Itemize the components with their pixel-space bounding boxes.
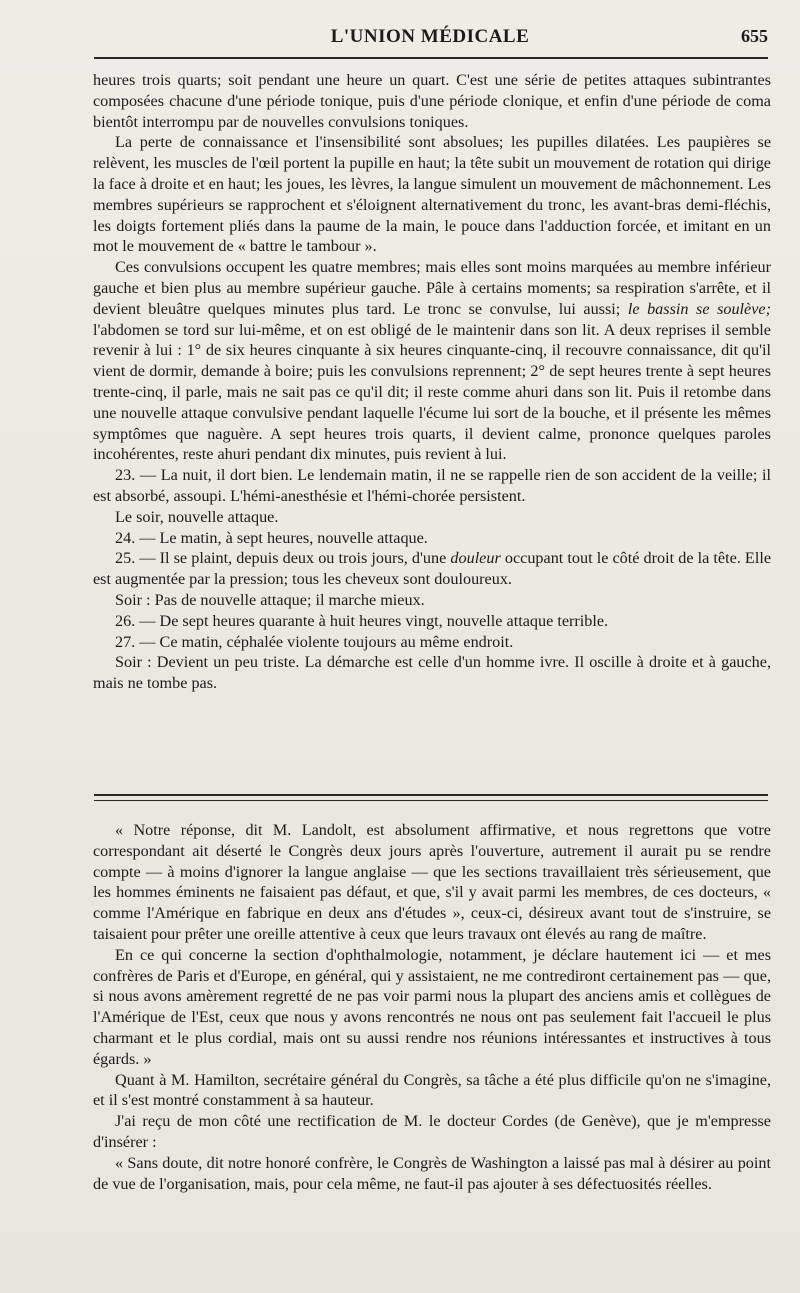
case-paragraph <box>93 257 771 465</box>
case-emphasis: le bassin se soulève; <box>627 299 771 318</box>
case-paragraph: 24. — Le matin, à sept heures, nouvelle attaque. <box>115 528 428 547</box>
running-title: L'UNION MÉDICALE <box>330 26 530 47</box>
running-header <box>92 22 768 52</box>
case-paragraph: La perte de connaissance et l'insensibilité sont absolues; les pupilles dilatées. Les paupières se relèvent, les muscles de l'œil portent la pupille en haut; la tête subit un mouvement de rotation qui dirige la face à droite et en haut; les joues, les lèvres, la langue simulent un mouvement de mâchonnement. Les membres supérieurs se rapprochent et s'éloignent alternativement du tronc, les avant-bras demi-fléchis, les doigts fortement pliés dans la paume de la main, le pouce dans l'adduction forcée, et imitant en un mot le mouvement de « battre le tambour ». <box>93 133 771 256</box>
case-paragraph: Le soir, nouvelle attaque. <box>115 507 279 526</box>
correspondence-paragraph: « Sans doute, dit notre honoré confrère, le Congrès de Washington a laissé pas mal à désirer au point de vue de l'organisation, mais, pour cela même, ne faut-il pas ajouter à ses défectuosités réelles. <box>93 1153 771 1193</box>
correspondence-section <box>93 820 771 1194</box>
case-paragraph: Soir : Pas de nouvelle attaque; il marche mieux. <box>115 590 425 609</box>
case-paragraph: 27. — Ce matin, céphalée violente toujours au même endroit. <box>115 632 514 651</box>
case-report-section <box>93 70 771 694</box>
case-paragraph: 23. — La nuit, il dort bien. Le lendemain matin, il ne se rappelle rien de son accident de la veille; il est absorbé, assoupi. L'hémi-anesthésie et l'hémi-chorée persistent. <box>93 466 771 505</box>
correspondence-paragraph: « Notre réponse, dit M. Landolt, est absolument affirmative, et nous regrettons que votre correspondant ait déserté le Congrès deux jours après l'ouverture, autrement il aurait pu se rendre compte — à moins d'ignorer la langue anglaise — que les sections travaillaient très sérieusement, que les hommes éminents ne faisaient pas défaut, et que, s'il y avait parmi les membres, de ces docteurs, « comme l'Amérique en fabrique en deux ans d'études », ceux-ci, désireux avant tout de s'instruire, se taisaient pour prêter une oreille attentive à ceux que leurs travaux ont élevés au rang de maître. <box>93 821 771 943</box>
case-paragraph <box>93 548 771 590</box>
case-text: Ces convulsions occupent les quatre membres; mais elles sont moins marquées au membre inférieur gauche et bien plus au membre supérieur gauche. Pâle à certains moments; sa respiration s'arrête, et il devient bleuâtre quelques minutes plus tard. Le tronc se convulse, lui aussi; <box>93 258 771 318</box>
page-number: 655 <box>741 26 768 46</box>
section-divider <box>94 794 768 801</box>
correspondence-paragraph: J'ai reçu de mon côté une rectification de M. le docteur Cordes (de Genève), que je m'empresse d'insérer : <box>93 1112 771 1151</box>
header-rule <box>94 57 768 59</box>
correspondence-paragraph: En ce qui concerne la section d'ophthalmologie, notamment, je déclare hautement ici — et mes confrères de Paris et d'Europe, en général, qui y assistaient, ne me contrediront certainement pas — que, si nous avons amèrement regretté de ne pas voir parmi nous la plupart des anciens amis et collègues de l'Amérique de l'Est, ceux que nous y avons rencontrés ne nous ont pas seulement fait l'accueil le plus charmant et le plus cordial, mais ont su aussi rendre nos réunions intéressantes et instructives à tous égards. » <box>93 945 771 1068</box>
case-paragraph: 26. — De sept heures quarante à huit heures vingt, nouvelle attaque terrible. <box>115 611 609 630</box>
case-paragraph: heures trois quarts; soit pendant une heure un quart. C'est une série de petites attaques subintrantes composées chacune d'une période tonique, puis d'une période clonique, et enfin d'une période de coma bientôt interrompu par de nouvelles convulsions toniques. <box>93 71 771 131</box>
case-text: l'abdomen se tord sur lui-même, et on est obligé de le maintenir dans son lit. A deux reprises il semble revenir à lui : 1° de six heures cinquante à six heures cinquante-cinq, il recouvre connaissance, dit qu'il vient de dormir, demande à boire; puis les convulsions reprennent; 2° de sept heures trente à sept heures trente-cinq, il parle, mais ne sait pas ce qu'il dit; il reste comme ahuri dans son lit. Puis il retombe dans une nouvelle attaque convulsive pendant laquelle l'écume lui sort de la bouche, et il présente les mêmes symptômes que naguère. A sept heures trois quarts, il devient calme, prononce quelques paroles incohérentes, reste ahuri pendant dix minutes, puis revient à lui. <box>93 320 771 464</box>
case-emphasis: douleur <box>450 549 501 568</box>
case-text: occupant tout le côté droit de la tête. Elle est augmentée par la pression; tous les cheveux sont douloureux. <box>93 549 772 589</box>
case-text: 25. — Il se plaint, depuis deux ou trois jours, d'une <box>115 549 451 568</box>
correspondence-paragraph: Quant à M. Hamilton, secrétaire général du Congrès, sa tâche a été plus difficile qu'on ne s'imagine, et il s'est montré constamment à sa hauteur. <box>93 1070 771 1110</box>
case-paragraph: Soir : Devient un peu triste. La démarche est celle d'un homme ivre. Il oscille à droite et à gauche, mais ne tombe pas. <box>93 653 771 693</box>
